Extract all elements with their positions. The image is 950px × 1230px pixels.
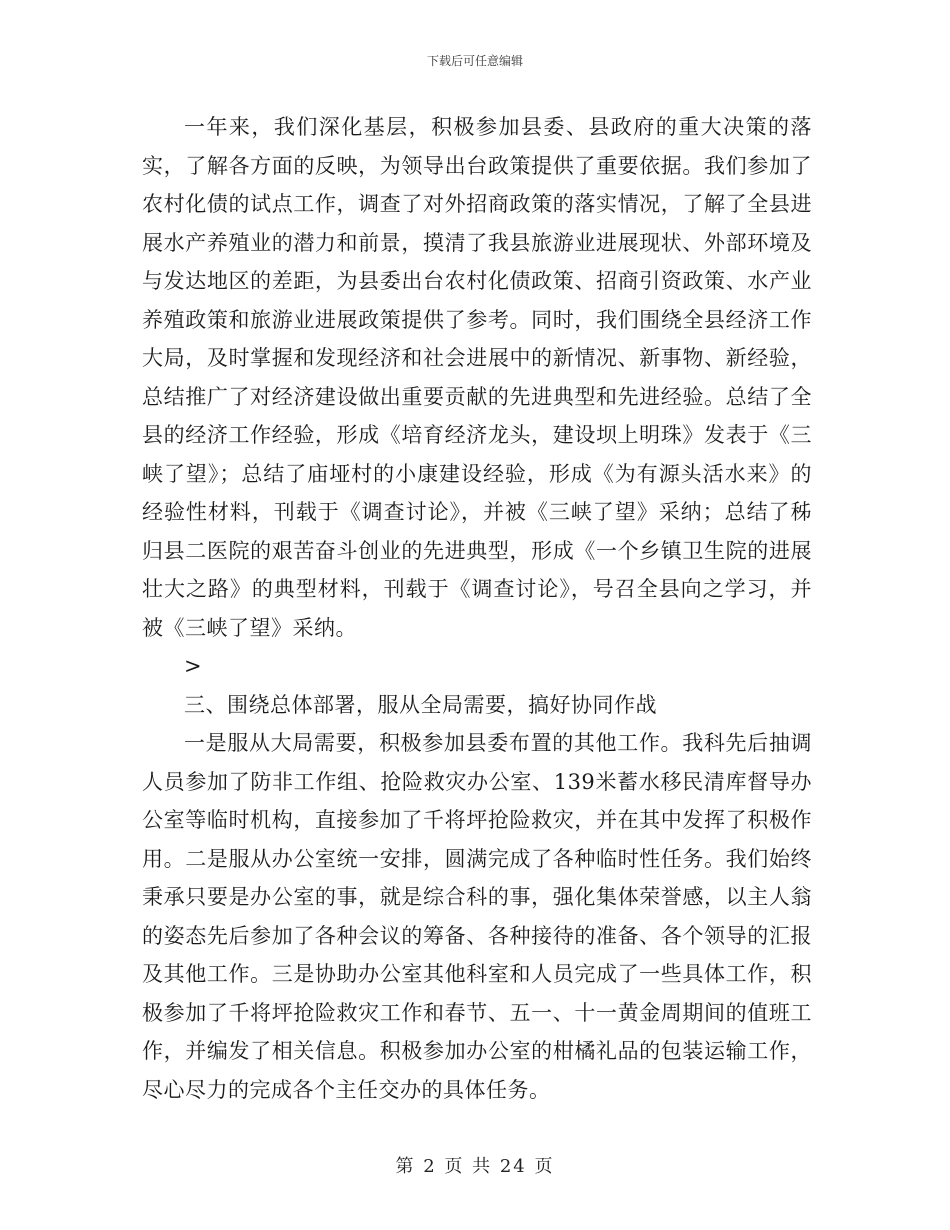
page-header: 下载后可任意编辑 [426,54,523,68]
paragraph-summary: 一年来，我们深化基层，积极参加县委、县政府的重大决策的落实，了解各方面的反映，为领导出台政策提供了重要依据。我们参加了农村化债的试点工作，调查了对外招商政策的落实情况，了解了全县进展水产养殖业的潜力和前景，摸清了我县旅游业进展现状、外部环境及与发达地区的差距，为县委出台农村化债政策、招商引资政策、水产业养殖政策和旅游业进展政策提供了参考。同时，我们围绕全县经济工作大局，及时掌握和发现经济和社会进展中的新情况、新事物、新经验，总结推广了对经济建设做出重要贡献的先进典型和先进经验。总结了全县的经济工作经验，形成《培育经济龙头，建设坝上明珠》发表于《三峡了望》；总结了庙垭村的小康建设经验，形成《为有源头活水来》的经验性材料，刊载于《调查讨论》，并被《三峡了望》采纳；总结了秭归县二医院的艰苦奋斗创业的先进典型，形成《一个乡镇卫生院的进展壮大之路》的典型材料，刊载于《调查讨论》，号召全县向之学习，并被《三峡了望》采纳。 [142,115,812,640]
paragraph-marker: > [184,654,203,678]
page-footer: 第 2 页 共 24 页 [395,1156,555,1177]
section-heading: 三、围绕总体部署，服从全局需要，搞好协同作战 [184,692,657,717]
document-body [142,108,812,1109]
paragraph-coordination: 一是服从大局需要，积极参加县委布置的其他工作。我科先后抽调人员参加了防非工作组、抢险救灾办公室、139米蓄水移民清库督导办公室等临时机构，直接参加了千将坪抢险救灾，并在其中发挥了积极作用。二是服从办公室统一安排，圆满完成了各种临时性任务。我们始终秉承只要是办公室的事，就是综合科的事，强化集体荣誉感，以主人翁的姿态先后参加了各种会议的筹备、各种接待的准备、各个领导的汇报及其他工作。三是协助办公室其他科室和人员完成了一些具体工作，积极参加了千将坪抢险救灾工作和春节、五一、十一黄金周期间的值班工作，并编发了相关信息。积极参加办公室的柑橘礼品的包装运输工作，尽心尽力的完成各个主任交办的具体任务。 [142,731,812,1102]
